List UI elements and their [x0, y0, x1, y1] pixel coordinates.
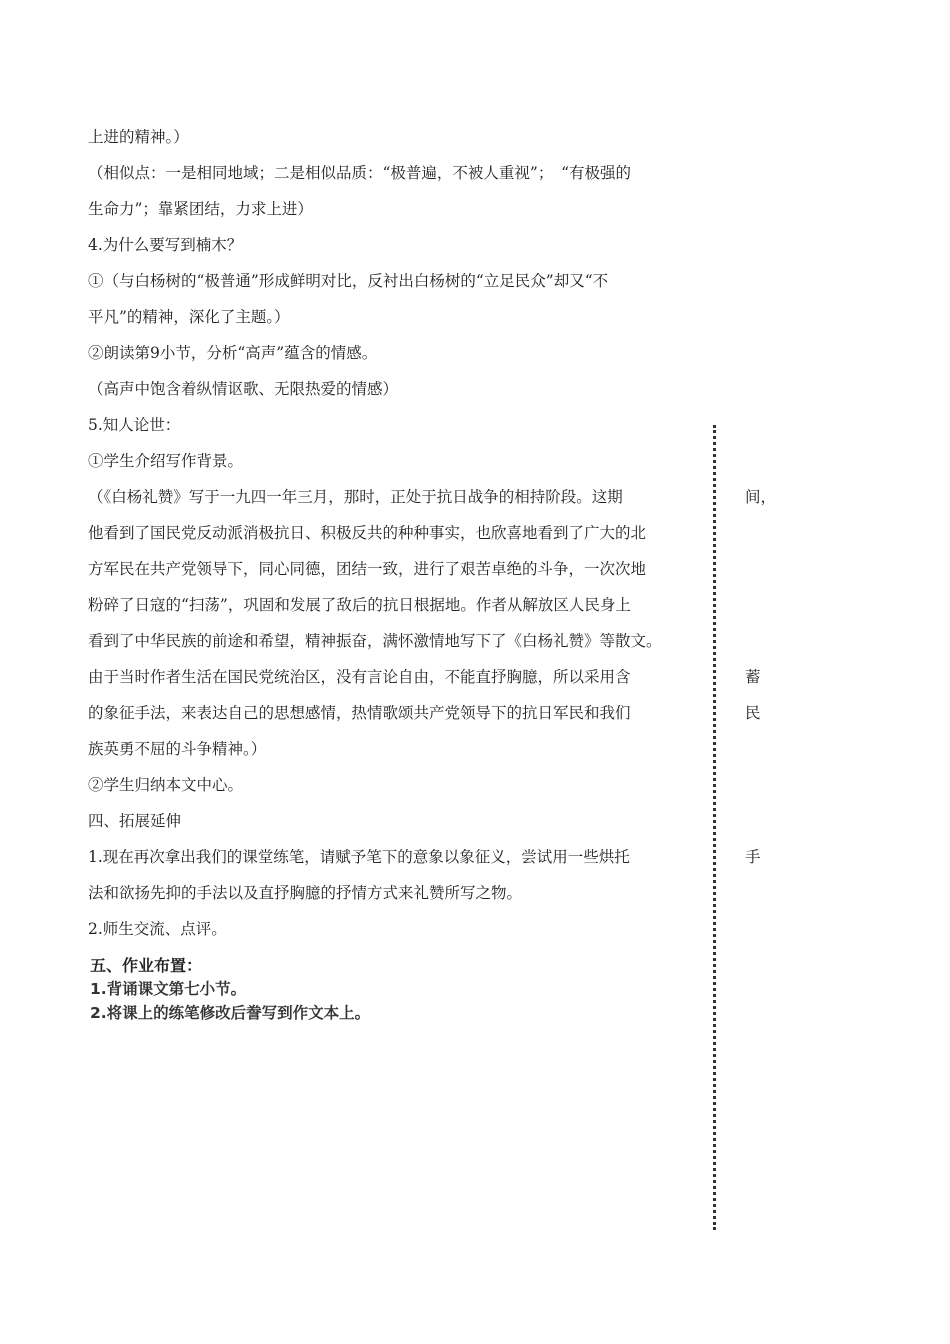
text-line: 的象征手法，来表达自己的思想感情，热情歌颂共产党领导下的抗日军民和我们	[88, 704, 631, 722]
homework-item: 1.背诵课文第七小节。	[90, 980, 247, 998]
side-note: 民	[745, 704, 761, 722]
text-line: 粉碎了日寇的“扫荡”，巩固和发展了敌后的抗日根据地。作者从解放区人民身上	[88, 596, 631, 614]
text-line: 2.师生交流、点评。	[88, 920, 227, 938]
side-note: 间，	[745, 488, 777, 506]
text-line: ②学生归纳本文中心。	[88, 776, 244, 794]
text-line: 由于当时作者生活在国民党统治区，没有言论自由，不能直抒胸臆，所以采用含	[88, 668, 631, 686]
question-heading: 5.知人论世：	[88, 416, 181, 434]
text-line: 上进的精神。）	[88, 128, 189, 146]
text-line: 方军民在共产党领导下，同心同德，团结一致，进行了艰苦卓绝的斗争，一次次地	[88, 560, 647, 578]
text-line: 看到了中华民族的前途和希望，精神振奋，满怀激情地写下了《白杨礼赞》等散文。	[88, 632, 662, 650]
text-line: （相似点：一是相同地域；二是相似品质：“极普遍，不被人重视”； “有极强的	[88, 164, 632, 182]
text-line: 族英勇不屈的斗争精神。）	[88, 740, 267, 758]
text-line: 1.现在再次拿出我们的课堂练笔，请赋予笔下的意象以象征义，尝试用一些烘托	[88, 848, 630, 866]
text-line: 他看到了国民党反动派消极抗日、积极反共的种种事实，也欣喜地看到了广大的北	[88, 524, 647, 542]
text-line: ②朗读第9小节，分析“高声”蕴含的情感。	[88, 344, 378, 362]
text-line: ①（与白杨树的“极普通”形成鲜明对比，反衬出白杨树的“立足民众”却又“不	[88, 272, 609, 290]
text-line: （《白杨礼赞》写于一九四一年三月，那时，正处于抗日战争的相持阶段。这期	[88, 488, 623, 506]
question-heading: 4.为什么要写到楠木？	[88, 236, 243, 254]
side-note: 手	[745, 848, 761, 866]
dotted-divider	[713, 425, 716, 1230]
homework-title: 五、作业布置：	[90, 956, 203, 975]
homework-item: 2.将课上的练笔修改后誊写到作文本上。	[90, 1004, 371, 1022]
text-line: ①学生介绍写作背景。	[88, 452, 244, 470]
text-line: 生命力”；靠紧团结，力求上进）	[88, 200, 313, 218]
text-line: （高声中饱含着纵情讴歌、无限热爱的情感）	[88, 380, 399, 398]
text-line: 法和欲扬先抑的手法以及直抒胸臆的抒情方式来礼赞所写之物。	[88, 884, 523, 902]
section-heading: 四、拓展延伸	[88, 812, 182, 830]
side-note: 蓄	[745, 668, 761, 686]
text-line: 平凡”的精神，深化了主题。）	[88, 308, 290, 326]
